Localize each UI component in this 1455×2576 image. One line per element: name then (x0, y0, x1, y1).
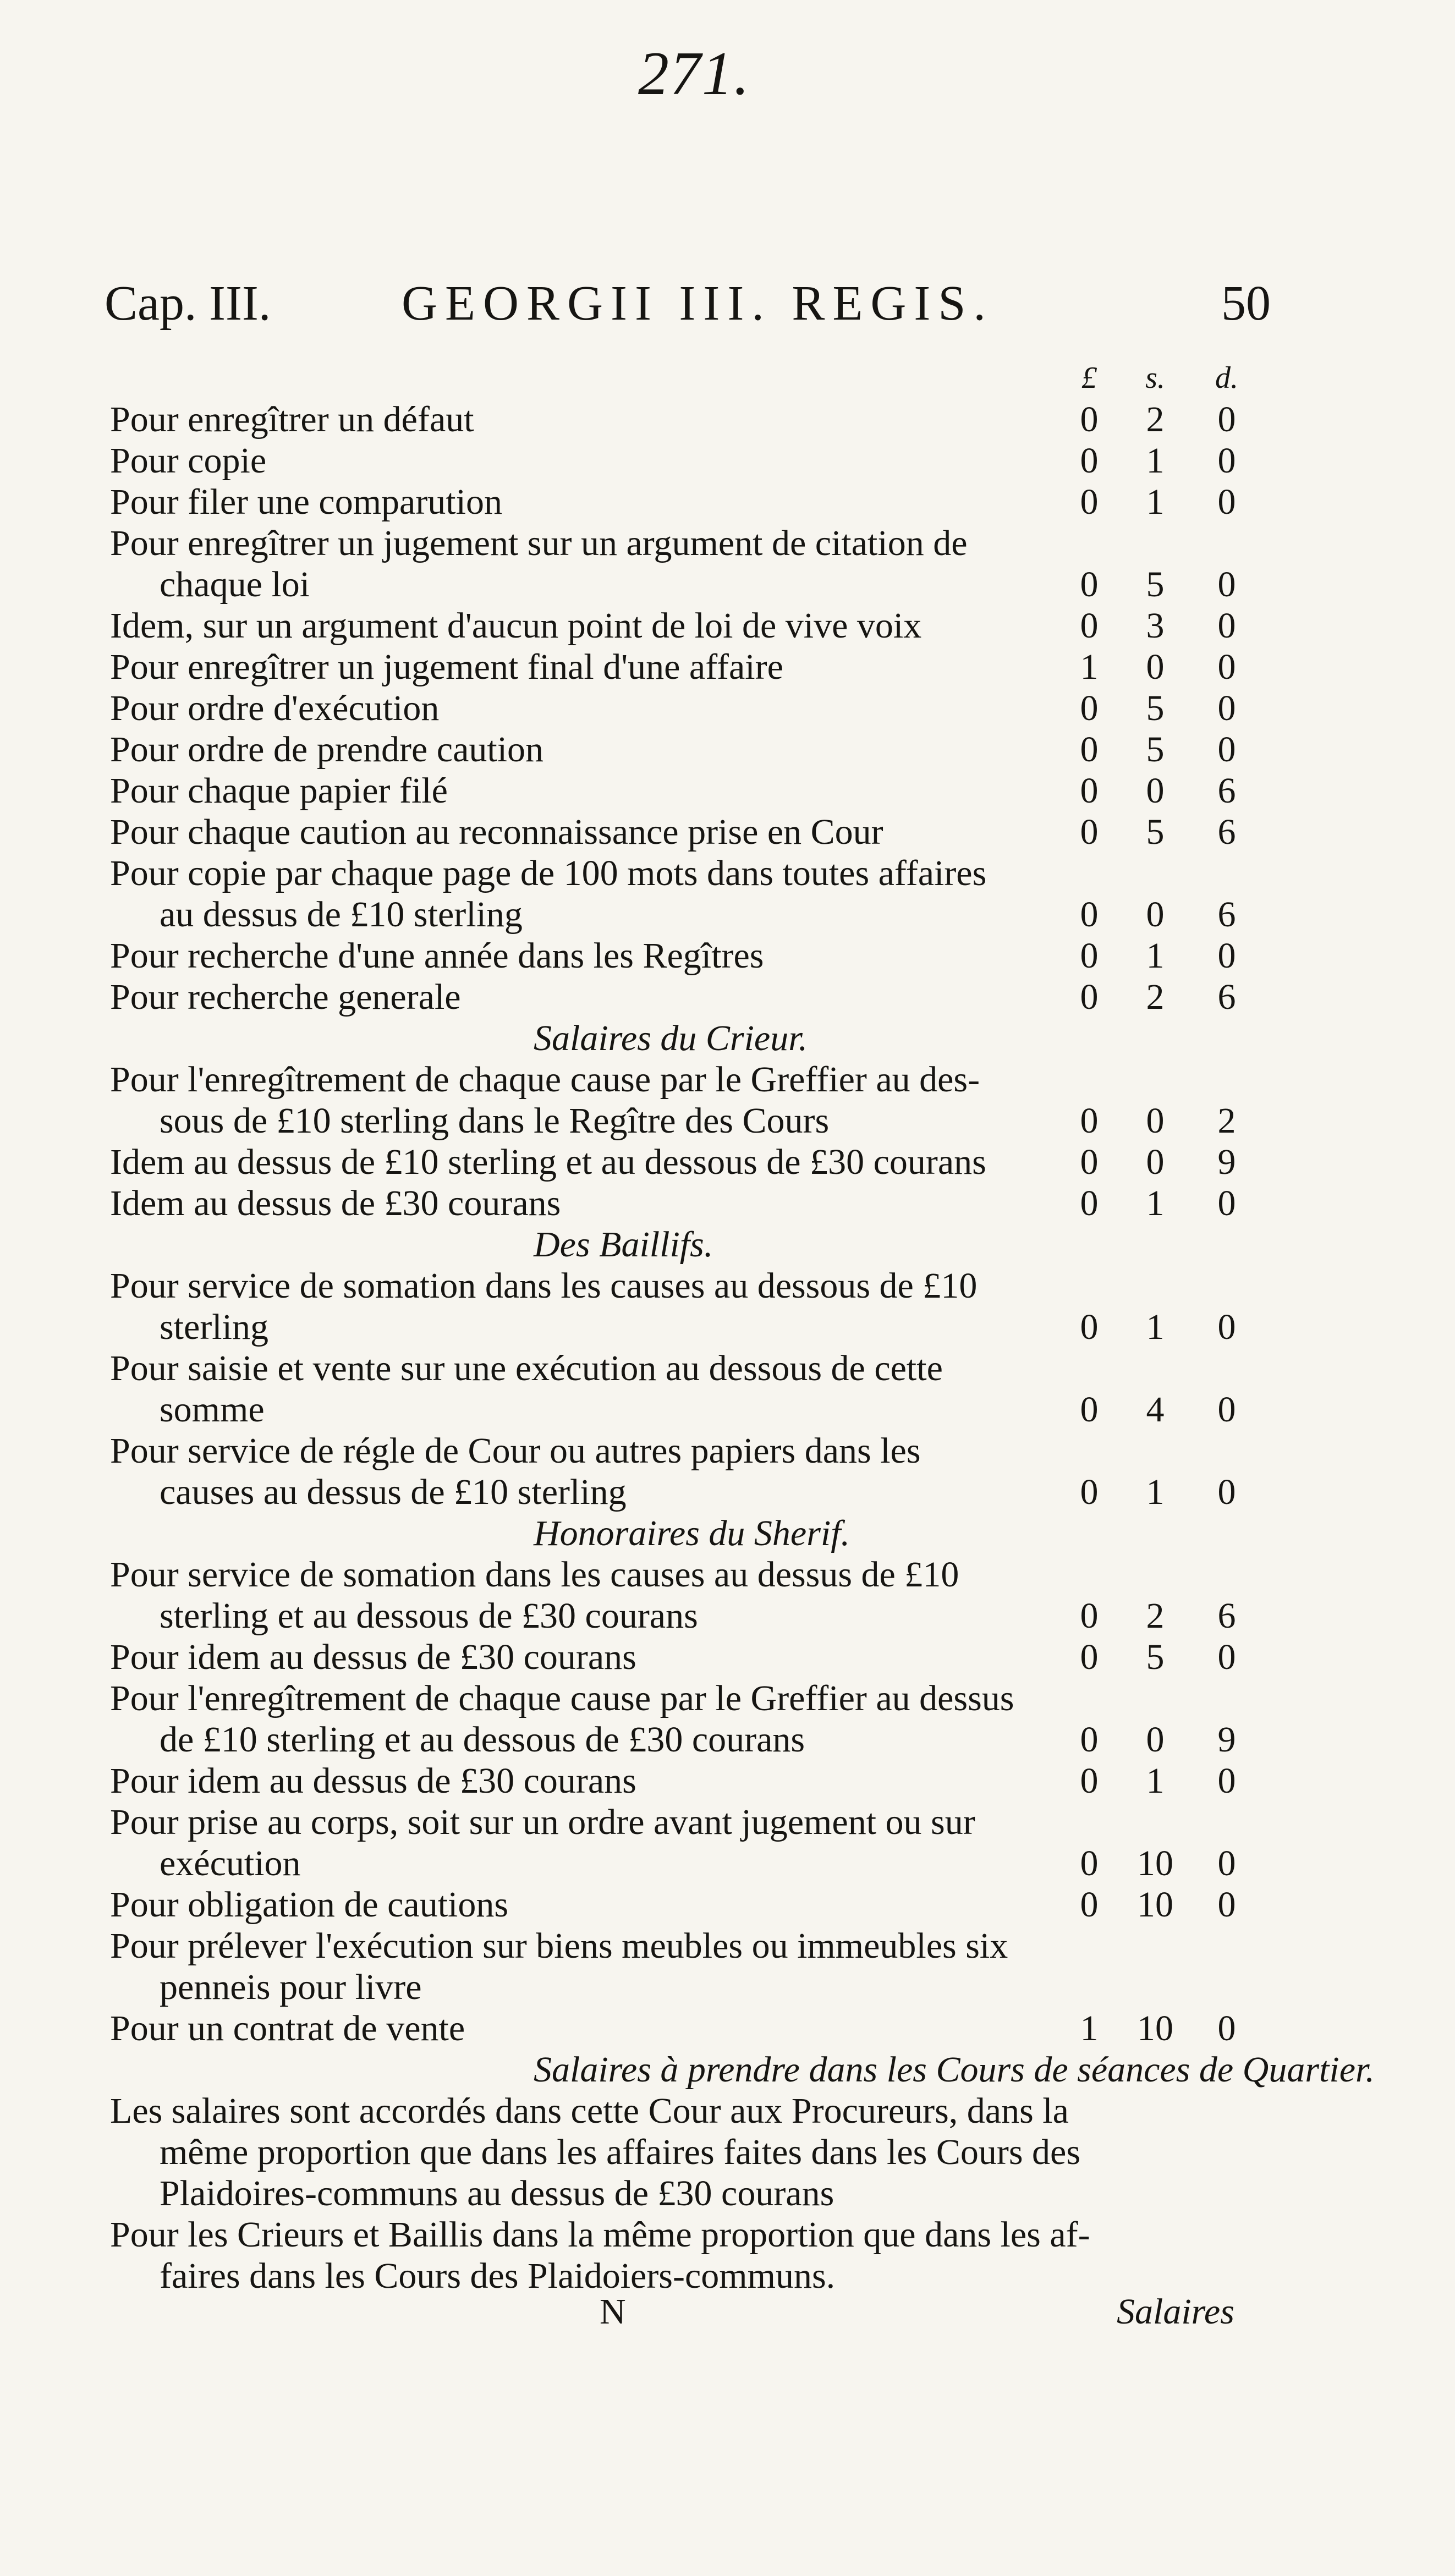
section-heading-text: Des Baillifs. (534, 1224, 713, 1265)
shillings-value: 2 (1146, 1596, 1165, 1636)
fee-amount (1062, 1100, 1271, 1142)
fee-description: Pour enregîtrer un défaut (110, 399, 474, 440)
pounds-value: 0 (1080, 1761, 1099, 1801)
fee-amount (1062, 1183, 1271, 1224)
shillings-value: 1 (1146, 441, 1165, 481)
pence-value: 6 (1217, 771, 1236, 811)
fee-row (0, 646, 1455, 688)
pounds-value: 0 (1080, 482, 1099, 522)
fee-row (0, 894, 1455, 936)
fee-row (0, 1348, 1455, 1389)
pounds-value: 0 (1080, 564, 1099, 605)
pounds-value: 0 (1080, 1307, 1099, 1347)
fee-row (0, 811, 1455, 853)
fee-amount (1062, 811, 1271, 853)
fee-description: Pour service de régle de Cour ou autres papiers dans les (110, 1431, 921, 1471)
shillings-value: 1 (1146, 1761, 1165, 1801)
fee-description: faires dans les Cours des Plaidoiers-communs. (160, 2256, 836, 2296)
pounds-value: 0 (1080, 688, 1099, 728)
fee-row (0, 1843, 1455, 1885)
pounds-value: 0 (1080, 1183, 1099, 1223)
shillings-value: 1 (1146, 936, 1165, 976)
shillings-value: 1 (1146, 1183, 1165, 1223)
fee-row (0, 1141, 1455, 1183)
fee-description: Pour chaque caution au reconnaissance prise en Cour (110, 812, 883, 852)
fee-row (0, 1183, 1455, 1224)
fee-description: Pour l'enregîtrement de chaque cause par le Greffier au des- (110, 1059, 980, 1100)
fee-description: Pour idem au dessus de £30 courans (110, 1637, 636, 1677)
pence-value: 0 (1217, 1761, 1236, 1801)
pounds-value: 0 (1080, 1843, 1099, 1883)
section-heading-text: Honoraires du Sherif. (534, 1513, 850, 1553)
fee-description: Plaidoires-communs au dessus de £30 courans (160, 2173, 834, 2214)
pounds-value: 0 (1080, 1389, 1099, 1430)
fee-description: Pour prise au corps, soit sur un ordre avant jugement ou sur (110, 1802, 975, 1842)
section-heading-text: Salaires à prendre dans les Cours de séances de Quartier. (534, 2050, 1375, 2090)
fee-description: Pour prélever l'exécution sur biens meubles ou immeubles six (110, 1926, 1008, 1966)
section-heading (0, 1018, 1455, 1059)
pounds-value: 0 (1080, 812, 1099, 852)
pence-value: 0 (1217, 729, 1236, 770)
fee-description: Idem au dessus de £30 courans (110, 1183, 561, 1223)
pounds-value: 0 (1080, 771, 1099, 811)
fee-description: sterling (160, 1307, 268, 1347)
pence-value: 0 (1217, 2008, 1236, 2048)
fee-row (0, 440, 1455, 482)
pence-value: 9 (1217, 1720, 1236, 1760)
fee-description: Pour copie par chaque page de 100 mots dans toutes affaires (110, 853, 987, 893)
fee-description: Pour ordre de prendre caution (110, 729, 544, 770)
pence-value: 0 (1217, 399, 1236, 440)
fee-amount (1062, 1843, 1271, 1885)
fee-row (0, 1801, 1455, 1843)
fee-description: Pour chaque papier filé (110, 771, 448, 811)
page-title: GEORGII III. REGIS. (402, 276, 993, 331)
pence-value: 0 (1217, 1389, 1236, 1430)
fee-description: penneis pour livre (160, 1967, 422, 2007)
fee-row (0, 729, 1455, 771)
fee-row (0, 2008, 1455, 2050)
pounds-value: 0 (1080, 936, 1099, 976)
fee-amount (1062, 564, 1271, 606)
pence-value: 0 (1217, 441, 1236, 481)
fee-description: somme (160, 1389, 265, 1430)
pence-value: 0 (1217, 482, 1236, 522)
fee-description: sous de £10 sterling dans le Regître des Cours (160, 1101, 830, 1141)
pence-value: 2 (1217, 1101, 1236, 1141)
fee-description: Idem, sur un argument d'aucun point de loi de vive voix (110, 606, 922, 646)
fee-description: Pour l'enregîtrement de chaque cause par le Greffier au dessus (110, 1678, 1014, 1718)
fee-row (0, 1925, 1455, 1967)
fee-row (0, 770, 1455, 812)
fee-description: Pour recherche d'une année dans les Regîtres (110, 936, 764, 976)
shillings-value: 0 (1146, 1101, 1165, 1141)
shillings-value: 5 (1146, 564, 1165, 605)
fee-row (0, 2173, 1455, 2215)
fee-row (0, 1100, 1455, 1142)
pounds-value: 0 (1080, 399, 1099, 440)
fee-description: Pour saisie et vente sur une exécution au dessous de cette (110, 1348, 943, 1388)
pounds-value: 0 (1080, 606, 1099, 646)
fee-description: exécution (160, 1843, 301, 1883)
fee-amount (1062, 1471, 1271, 1513)
pence-value: 0 (1217, 1843, 1236, 1883)
shillings-value: 5 (1146, 729, 1165, 770)
page-number: 50 (1221, 276, 1271, 331)
shillings-value: 5 (1146, 688, 1165, 728)
fee-amount (1062, 1389, 1271, 1431)
pence-value: 0 (1217, 1472, 1236, 1512)
fee-amount (1062, 770, 1271, 812)
fee-description: Pour service de somation dans les causes au dessous de £10 (110, 1266, 978, 1306)
fee-row (0, 605, 1455, 647)
fee-row (0, 935, 1455, 977)
pence-value: 0 (1217, 1637, 1236, 1677)
shillings-value: 1 (1146, 1472, 1165, 1512)
pence-value: 0 (1217, 936, 1236, 976)
pounds-header: £ (1081, 361, 1097, 395)
pence-value: 0 (1217, 647, 1236, 687)
fee-description: au dessus de £10 sterling (160, 894, 523, 935)
fee-description: Pour recherche generale (110, 977, 461, 1017)
fee-description: Pour enregîtrer un jugement final d'une affaire (110, 647, 783, 687)
shillings-value: 0 (1146, 1720, 1165, 1760)
pounds-value: 0 (1080, 1720, 1099, 1760)
fee-description: sterling et au dessous de £30 courans (160, 1596, 698, 1636)
fee-amount (1062, 688, 1271, 729)
fee-amount (1062, 1760, 1271, 1802)
shillings-value: 0 (1146, 894, 1165, 935)
shillings-value: 1 (1146, 482, 1165, 522)
shillings-value: 0 (1146, 1142, 1165, 1182)
fee-description: causes au dessus de £10 sterling (160, 1472, 627, 1512)
fee-amount (1062, 729, 1271, 771)
pounds-value: 0 (1080, 1101, 1099, 1141)
fee-row (0, 481, 1455, 523)
fee-row (0, 1595, 1455, 1637)
running-header (105, 264, 1271, 341)
fee-amount (1062, 605, 1271, 647)
fee-description: Pour un contrat de vente (110, 2008, 465, 2048)
fee-row (0, 688, 1455, 729)
fee-row (0, 1554, 1455, 1596)
shillings-value: 10 (1137, 2008, 1173, 2048)
pounds-value: 1 (1080, 647, 1099, 687)
pence-value: 0 (1217, 688, 1236, 728)
pence-value: 6 (1217, 812, 1236, 852)
pounds-value: 0 (1080, 1637, 1099, 1677)
fee-row (0, 564, 1455, 606)
fee-row (0, 2214, 1455, 2256)
fee-description: Pour ordre d'exécution (110, 688, 440, 728)
shillings-value: 5 (1146, 1637, 1165, 1677)
shillings-value: 10 (1137, 1843, 1173, 1883)
pounds-value: 0 (1080, 729, 1099, 770)
shillings-header: s. (1145, 361, 1165, 395)
shillings-value: 3 (1146, 606, 1165, 646)
pence-header: d. (1215, 361, 1238, 395)
fee-amount (1062, 1595, 1271, 1637)
fee-row (0, 2132, 1455, 2173)
catchword: Salaires (1117, 2292, 1234, 2332)
fee-row (0, 1719, 1455, 1761)
pounds-value: 0 (1080, 1596, 1099, 1636)
shillings-value: 2 (1146, 977, 1165, 1017)
fee-amount (1062, 1636, 1271, 1678)
fee-row (0, 853, 1455, 894)
fee-row (0, 1430, 1455, 1472)
fee-description: Pour les Crieurs et Baillis dans la même proportion que dans les af- (110, 2215, 1090, 2255)
fee-row (0, 1059, 1455, 1101)
fee-description: Pour enregîtrer un jugement sur un argument de citation de (110, 523, 968, 563)
fee-amount (1062, 1141, 1271, 1183)
fee-amount (1062, 2008, 1271, 2050)
fee-row (0, 1471, 1455, 1513)
shillings-value: 0 (1146, 771, 1165, 811)
pounds-value: 1 (1080, 2008, 1099, 2048)
fee-row (0, 2255, 1455, 2297)
pounds-value: 0 (1080, 1885, 1099, 1925)
pence-value: 0 (1217, 606, 1236, 646)
fee-amount (1062, 440, 1271, 482)
pounds-value: 0 (1080, 1142, 1099, 1182)
folio-number: 271. (638, 40, 750, 108)
fee-row (0, 1636, 1455, 1678)
shillings-value: 5 (1146, 812, 1165, 852)
fee-amount (1062, 481, 1271, 523)
fee-amount (1062, 1719, 1271, 1761)
fee-description: Pour copie (110, 441, 267, 481)
fee-description: Pour idem au dessus de £30 courans (110, 1761, 636, 1801)
fee-row (0, 399, 1455, 441)
fee-row (0, 523, 1455, 564)
fee-description: Idem au dessus de £10 sterling et au dessous de £30 courans (110, 1142, 986, 1182)
pence-value: 9 (1217, 1142, 1236, 1182)
shillings-value: 0 (1146, 647, 1165, 687)
fee-row (0, 1884, 1455, 1926)
pence-value: 0 (1217, 1885, 1236, 1925)
fee-row (0, 1265, 1455, 1307)
fee-row (0, 2090, 1455, 2132)
pounds-value: 0 (1080, 1472, 1099, 1512)
fee-description: même proportion que dans les affaires faites dans les Cours des (160, 2132, 1081, 2172)
currency-column-headers (1062, 360, 1271, 393)
fee-row (0, 1967, 1455, 2008)
pence-value: 6 (1217, 1596, 1236, 1636)
fee-row (0, 1389, 1455, 1431)
fee-amount (1062, 976, 1271, 1018)
fee-description: Pour filer une comparution (110, 482, 502, 522)
fee-row (0, 1678, 1455, 1720)
fee-amount (1062, 1884, 1271, 1926)
shillings-value: 2 (1146, 399, 1165, 440)
fee-description: chaque loi (160, 564, 310, 605)
pounds-value: 0 (1080, 441, 1099, 481)
section-heading (0, 1224, 1455, 1266)
chapter-label: Cap. III. (105, 276, 271, 331)
fee-description: de £10 sterling et au dessous de £30 courans (160, 1720, 805, 1760)
fee-amount (1062, 894, 1271, 936)
fee-row (0, 976, 1455, 1018)
fee-row (0, 1760, 1455, 1802)
shillings-value: 10 (1137, 1885, 1173, 1925)
pounds-value: 0 (1080, 977, 1099, 1017)
section-heading (0, 1513, 1455, 1555)
shillings-value: 4 (1146, 1389, 1165, 1430)
fee-description: Pour service de somation dans les causes au dessus de £10 (110, 1555, 959, 1595)
section-heading (0, 2049, 1455, 2091)
signature-mark: N (600, 2292, 626, 2332)
shillings-value: 1 (1146, 1307, 1165, 1347)
fee-description: Les salaires sont accordés dans cette Cour aux Procureurs, dans la (110, 2091, 1069, 2131)
fee-amount (1062, 935, 1271, 977)
fee-description: Pour obligation de cautions (110, 1885, 509, 1925)
fee-row (0, 1306, 1455, 1348)
pence-value: 6 (1217, 977, 1236, 1017)
pence-value: 0 (1217, 1307, 1236, 1347)
pence-value: 6 (1217, 894, 1236, 935)
pence-value: 0 (1217, 564, 1236, 605)
fee-amount (1062, 646, 1271, 688)
fee-amount (1062, 399, 1271, 441)
pounds-value: 0 (1080, 894, 1099, 935)
section-heading-text: Salaires du Crieur. (534, 1018, 808, 1058)
fee-amount (1062, 1306, 1271, 1348)
pence-value: 0 (1217, 1183, 1236, 1223)
